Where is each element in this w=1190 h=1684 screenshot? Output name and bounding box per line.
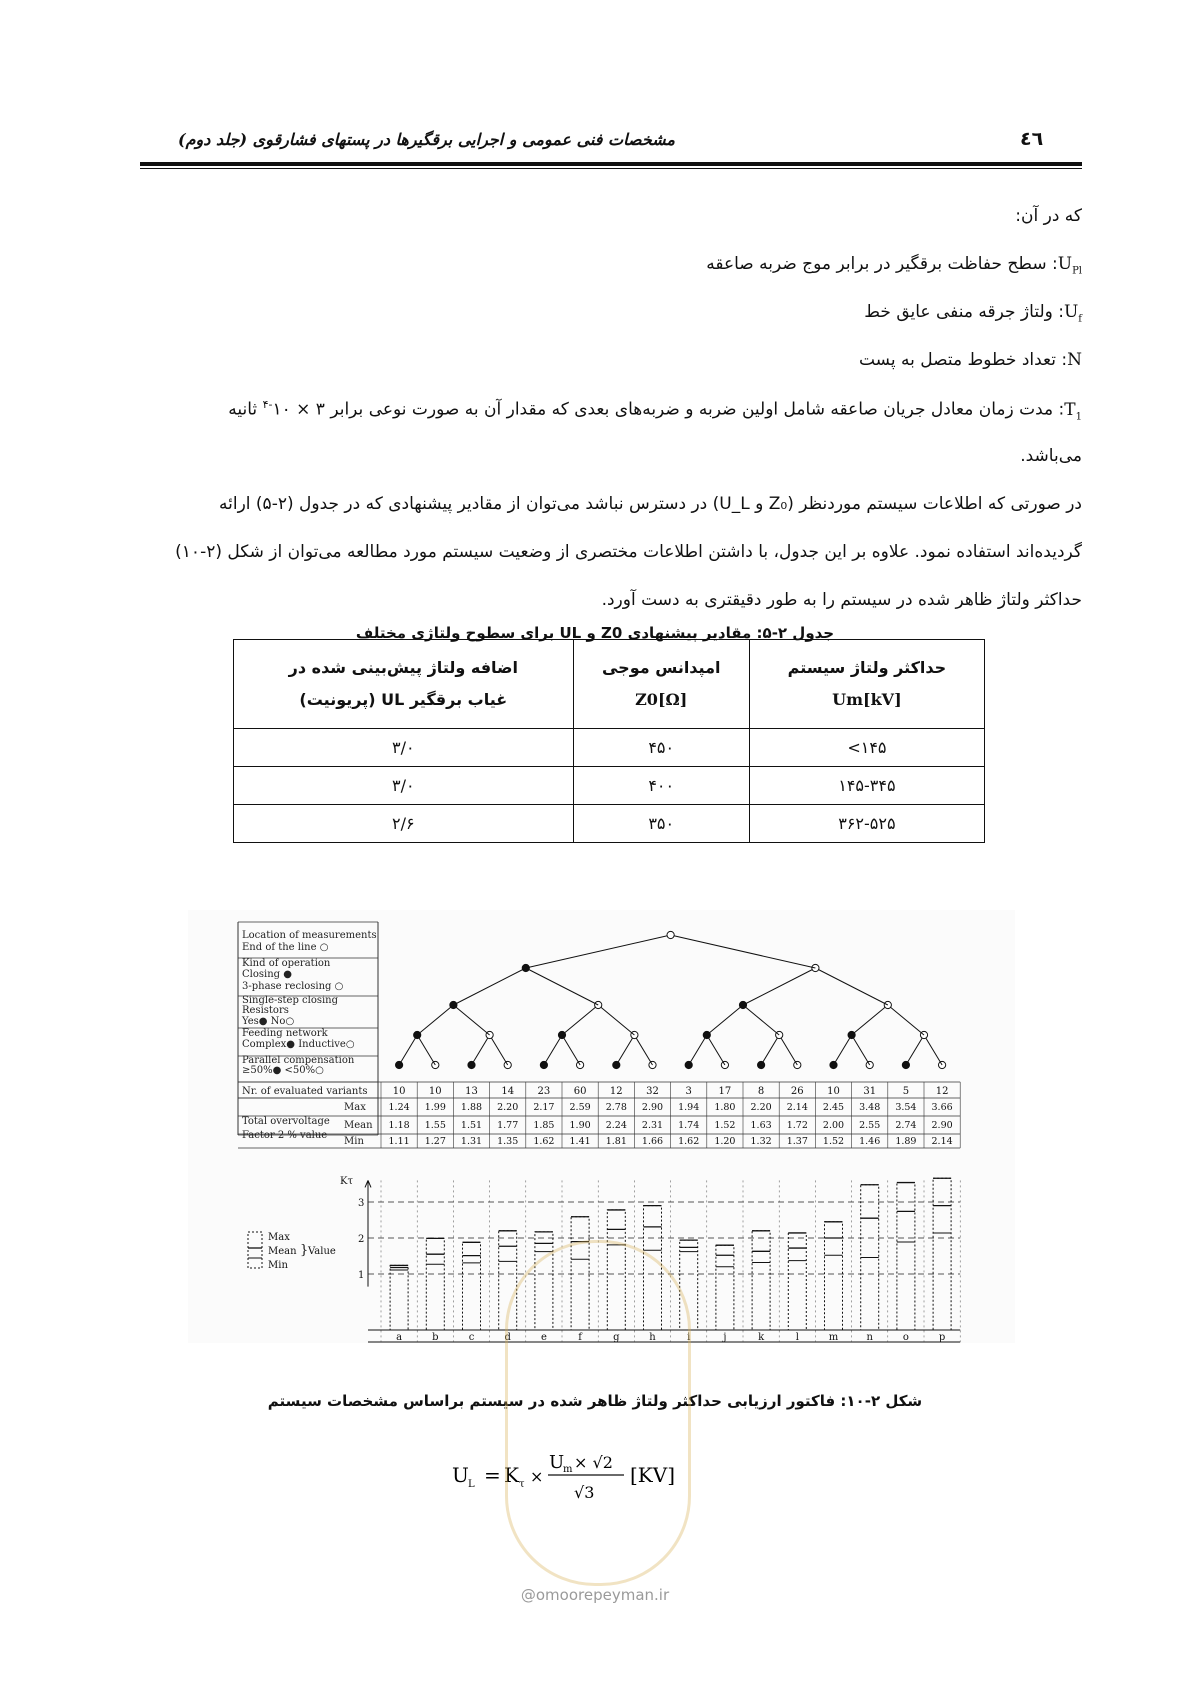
tree-edge	[743, 1005, 779, 1035]
t1-unit: ثانیه	[228, 399, 263, 420]
tree-edge	[924, 1035, 942, 1065]
tree-label: Resistors	[242, 1005, 289, 1016]
variant-count: 23	[537, 1086, 551, 1097]
table-header-um: حداکثر ولتاژ سیستم Um[kV]	[749, 640, 984, 729]
variants-label: Nr. of evaluated variants	[242, 1086, 368, 1097]
mean-value: 2.31	[641, 1120, 664, 1131]
min-value: 1.32	[750, 1136, 772, 1147]
mean-value: 1.18	[388, 1120, 410, 1131]
value-bar	[752, 1231, 770, 1330]
mean-value: 1.77	[497, 1120, 519, 1131]
table-cell-ul: ۳/۰	[234, 729, 574, 767]
mean-value: 2.74	[895, 1120, 917, 1131]
table-header-z0: امپدانس موجی Z0[Ω]	[573, 640, 749, 729]
tree-edge	[616, 1035, 634, 1065]
variant-count: 10	[392, 1086, 406, 1097]
min-value: 2.14	[931, 1136, 953, 1147]
tree-edge	[526, 935, 671, 968]
variant-count: 32	[646, 1086, 659, 1097]
tree-node	[667, 931, 674, 938]
n-text: : تعداد خطوط متصل به پست	[858, 350, 1068, 370]
variant-count: 8	[757, 1086, 765, 1097]
mean-value: 1.72	[786, 1120, 808, 1131]
min-value: 1.81	[605, 1136, 627, 1147]
paragraph-line-3: حداکثر ولتاژ ظاهر شده در سیستم را به طور دقیقتری به دست آورد.	[601, 590, 1082, 610]
table-cell-um: <۱۴۵	[749, 729, 984, 767]
variant-count: 12	[935, 1086, 949, 1097]
max-value: 3.48	[859, 1102, 881, 1113]
tree-edge	[761, 1035, 779, 1065]
tree-node	[866, 1061, 873, 1068]
uf-subscript: f	[1078, 313, 1082, 325]
column-letter: m	[828, 1332, 839, 1343]
tree-label: Parallel compensation	[242, 1055, 355, 1066]
column-letter: p	[938, 1332, 946, 1343]
column-letter: l	[795, 1332, 799, 1343]
tree-edge	[399, 1035, 417, 1065]
min-value: 1.20	[714, 1136, 736, 1147]
value-bar	[390, 1265, 408, 1330]
running-header-title: مشخصات فنی عمومی و اجرایی برقگیرها در پستهای فشارقوی (جلد دوم)	[178, 130, 675, 149]
max-value: 2.78	[605, 1102, 627, 1113]
row-min-label: Min	[344, 1136, 364, 1147]
t1-exponent: -۴	[262, 398, 273, 411]
value-bar	[897, 1183, 915, 1330]
uf-text: : ولتاژ جرقه منفی عایق خط	[864, 302, 1064, 322]
legend-brace: }	[300, 1243, 309, 1258]
max-value: 2.59	[569, 1102, 591, 1113]
t1-symbol: T	[1064, 399, 1076, 420]
column-letter: n	[866, 1332, 873, 1343]
table-cell-um: ۱۴۵-۳۴۵	[749, 767, 984, 805]
watermark-logo	[505, 1240, 691, 1586]
definition-t1-continued: می‌باشد.	[1020, 446, 1082, 466]
tree-edge	[743, 968, 815, 1005]
table-caption: جدول ۲-۵: مقادیر پیشنهادی Z0 و UL برای سطوح ولتاژی مختلف	[355, 624, 835, 642]
table-row	[234, 729, 985, 767]
y-tick-label: 1	[358, 1270, 365, 1281]
svg-text:=: =	[484, 1463, 501, 1487]
mean-value: 1.90	[569, 1120, 591, 1131]
y-tick-label: 2	[358, 1234, 365, 1245]
tree-edge	[906, 1035, 924, 1065]
value-bar	[426, 1238, 444, 1330]
tree-label: Kind of operation	[242, 958, 331, 969]
variant-count: 3	[685, 1086, 692, 1097]
t1-text: : مدت زمان معادل جریان صاعقه شامل اولین ضربه و ضربه‌های بعدی که مقدار آن به صورت نوعی برابر ۳ × ۱۰	[272, 399, 1065, 420]
figure-caption: شکل ۲-۱۰: فاکتور ارزیابی حداکثر ولتاژ ظاهر شده در سیستم براساس مشخصات سیستم	[267, 1392, 923, 1410]
table-cell-z0: ۳۵۰	[573, 805, 749, 843]
variant-count: 31	[863, 1086, 877, 1097]
min-value: 1.62	[533, 1136, 555, 1147]
legend-mean: Mean	[268, 1246, 297, 1257]
tree-label: Feeding network	[242, 1028, 328, 1039]
definition-uf	[864, 302, 1082, 324]
variant-count: 14	[501, 1086, 515, 1097]
tree-edge	[598, 1005, 634, 1035]
tree-edge	[472, 1035, 490, 1065]
variant-count: 5	[902, 1086, 910, 1097]
formula-den: √3	[574, 1483, 595, 1502]
mean-value: 1.63	[750, 1120, 772, 1131]
column-letter: g	[613, 1332, 620, 1343]
variant-count: 17	[718, 1086, 732, 1097]
max-value: 2.45	[822, 1102, 845, 1113]
tree-label: ≥50%● <50%○	[242, 1065, 324, 1076]
tree-edge	[888, 1005, 924, 1035]
min-value: 1.41	[569, 1136, 591, 1147]
mean-value: 1.55	[424, 1120, 446, 1131]
mean-value: 2.90	[931, 1120, 953, 1131]
column-letter: b	[432, 1332, 439, 1343]
variant-count: 10	[827, 1086, 840, 1097]
n-symbol: N	[1067, 350, 1082, 370]
mean-value: 2.00	[822, 1120, 845, 1131]
table-cell-z0: ۴۰۰	[573, 767, 749, 805]
column-letter: a	[396, 1332, 403, 1343]
t1-subscript: 1	[1075, 411, 1082, 423]
tree-edge	[834, 1035, 852, 1065]
tree-edge	[417, 1005, 453, 1035]
legend-max: Max	[268, 1232, 290, 1243]
tree-label: Yes● No○	[242, 1016, 295, 1027]
value-bar	[716, 1245, 734, 1330]
tree-edge	[815, 968, 887, 1005]
table-row	[234, 767, 985, 805]
y-tick-label: 3	[358, 1198, 365, 1209]
legend-box	[248, 1232, 262, 1268]
table-cell-um: ۳۶۲-۵۲۵	[749, 805, 984, 843]
max-value: 1.24	[388, 1102, 410, 1113]
definition-n	[859, 350, 1082, 370]
max-value: 3.54	[895, 1102, 917, 1113]
tree-label: 3-phase reclosing ○	[242, 981, 344, 992]
uf-symbol: U	[1063, 302, 1079, 322]
max-value: 2.14	[786, 1102, 808, 1113]
column-letter: f	[578, 1332, 582, 1343]
definition-t1	[140, 398, 1082, 422]
y-axis-label: Kτ	[340, 1176, 354, 1187]
column-letter: k	[758, 1332, 765, 1343]
tree-edge	[562, 1035, 580, 1065]
min-value: 1.62	[678, 1136, 700, 1147]
definition-upl	[706, 254, 1082, 276]
column-letter: i	[687, 1332, 691, 1343]
min-value: 1.46	[859, 1136, 881, 1147]
formula-num-u: U	[549, 1452, 565, 1473]
variant-count: 60	[573, 1086, 587, 1097]
voltage-table	[233, 639, 985, 843]
legend-value: Value	[308, 1246, 336, 1257]
mean-value: 1.51	[460, 1120, 483, 1131]
column-letter: c	[468, 1332, 475, 1343]
mean-value: 2.24	[605, 1120, 627, 1131]
tree-label: Closing ●	[242, 969, 292, 980]
max-value: 2.20	[497, 1102, 519, 1113]
tree-label: Complex● Inductive○	[242, 1039, 355, 1050]
max-value: 2.20	[750, 1102, 772, 1113]
variant-count: 13	[465, 1086, 478, 1097]
max-value: 1.80	[714, 1102, 736, 1113]
value-bar	[933, 1178, 951, 1330]
tree-label: Location of measurements	[242, 930, 377, 941]
min-value: 1.35	[497, 1136, 519, 1147]
header-rule-thin	[140, 168, 1082, 169]
formula-num-rest: × √2	[574, 1453, 613, 1472]
header-rule-thick	[140, 162, 1082, 166]
min-value: 1.27	[424, 1136, 446, 1147]
min-value: 1.52	[822, 1136, 845, 1147]
table-header-row	[234, 640, 985, 729]
watermark-url: @omoorepeyman.ir	[520, 1586, 670, 1604]
tree-edge	[671, 935, 816, 968]
tree-edge	[453, 1005, 489, 1035]
upl-symbol: U	[1057, 254, 1073, 274]
min-value: 1.66	[641, 1136, 664, 1147]
table-cell-ul: ۲/۶	[234, 805, 574, 843]
tree-edge	[453, 968, 525, 1005]
max-value: 3.66	[931, 1102, 953, 1113]
variant-count: 26	[790, 1086, 804, 1097]
table-cell-ul: ۳/۰	[234, 767, 574, 805]
column-letter: j	[723, 1332, 727, 1343]
tree-edge	[490, 1035, 508, 1065]
variant-count: 12	[609, 1086, 623, 1097]
tree-label: Single-step closing	[242, 995, 339, 1006]
column-letter: o	[902, 1332, 909, 1343]
table-cell-z0: ۴۵۰	[573, 729, 749, 767]
tree-edge	[852, 1005, 888, 1035]
tree-node	[884, 1001, 891, 1008]
tree-edge	[689, 1035, 707, 1065]
upl-subscript: Pl	[1072, 265, 1082, 277]
tree-edge	[634, 1035, 652, 1065]
min-value: 1.11	[388, 1136, 410, 1147]
max-value: 1.94	[678, 1102, 700, 1113]
variant-count: 10	[428, 1086, 442, 1097]
svg-text:×: ×	[530, 1467, 544, 1486]
mean-value: 1.74	[678, 1120, 700, 1131]
paragraph-line-1: در صورتی که اطلاعات سیستم موردنظر (Z₀ و U_L) در دسترس نباشد می‌توان از مقادیر پیشنهادی که در جدول (۲-۵) ارائه	[219, 494, 1082, 514]
row-mean-label: Mean	[344, 1120, 373, 1131]
formula-num-sub: m	[563, 1464, 573, 1475]
page-number: ٤٦	[1020, 128, 1044, 150]
max-value: 2.17	[533, 1102, 555, 1113]
tree-edge	[852, 1035, 870, 1065]
table-header-ul: اضافه ولتاژ پیش‌بینی شده در غیاب برقگیر UL (پریونیت)	[234, 640, 574, 729]
legend-min: Min	[268, 1260, 288, 1271]
formula-lhs-sub: L	[468, 1479, 475, 1490]
row-max-label: Max	[344, 1102, 366, 1113]
column-letter: e	[540, 1332, 547, 1343]
tree-edge	[779, 1035, 797, 1065]
min-value: 1.37	[786, 1136, 808, 1147]
tree-node	[794, 1061, 801, 1068]
tree-edge	[562, 1005, 598, 1035]
formula-unit: [KV]	[630, 1463, 675, 1487]
tree-edge	[544, 1035, 562, 1065]
formula-lhs: U	[452, 1463, 469, 1487]
min-value: 1.31	[460, 1136, 483, 1147]
column-letter: h	[649, 1332, 656, 1343]
max-value: 1.88	[460, 1102, 483, 1113]
tree-edge	[417, 1035, 435, 1065]
factor-label-1: Total overvoltage	[242, 1116, 330, 1127]
paragraph-line-2: گردیده‌اند استفاده نمود. علاوه بر این جدول، با داشتن اطلاعات مختصری از وضعیت سیستم مورد مطالعه می‌توان از شکل (۲-۱۰)	[175, 542, 1082, 562]
tree-edge	[526, 968, 598, 1005]
max-value: 1.99	[424, 1102, 446, 1113]
upl-text: : سطح حفاظت برقگیر در برابر موج ضربه صاعقه	[706, 254, 1058, 274]
tree-edge	[707, 1005, 743, 1035]
tree-label: End of the line ○	[242, 942, 329, 953]
formula-k: K	[504, 1463, 519, 1487]
mean-value: 1.52	[714, 1120, 736, 1131]
intro-text: که در آن:	[1015, 206, 1082, 226]
mean-value: 2.55	[859, 1120, 881, 1131]
column-letter: d	[504, 1332, 511, 1343]
table-row	[234, 805, 985, 843]
min-value: 1.89	[895, 1136, 917, 1147]
max-value: 2.90	[641, 1102, 664, 1113]
formula-k-sub: τ	[519, 1479, 525, 1490]
tree-edge	[707, 1035, 725, 1065]
factor-label-2: Factor 2 % value	[242, 1130, 328, 1141]
mean-value: 1.85	[533, 1120, 555, 1131]
